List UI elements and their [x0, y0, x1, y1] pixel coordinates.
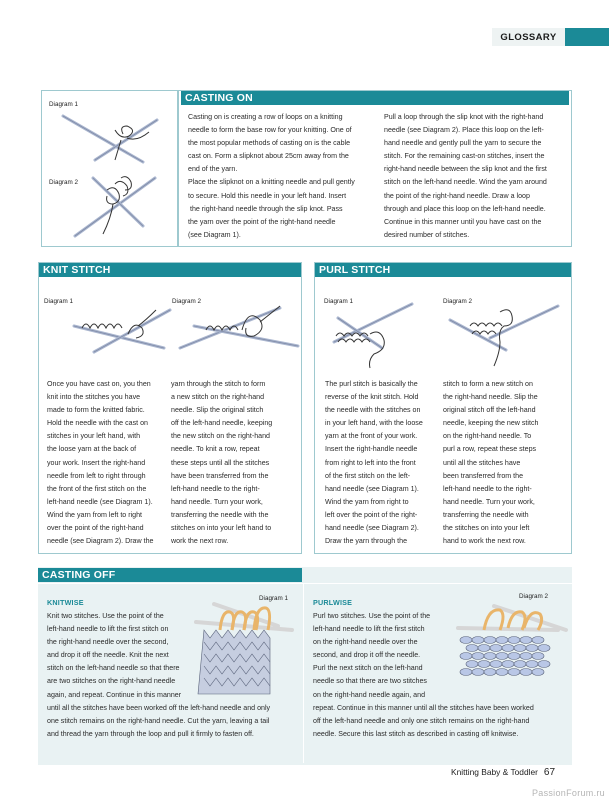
text-line: work the next row. — [171, 537, 229, 546]
text-line: the point of the right-hand needle. Draw a loop — [384, 191, 530, 200]
knitwise-heading: KNITWISE — [47, 598, 84, 607]
text-line: hand needle. Turn your work, — [171, 497, 263, 506]
text-line: hand to work the next row. — [443, 537, 526, 546]
purl-diagram-1 — [318, 298, 438, 368]
text-line: hand needle. Turn your work, — [443, 497, 535, 506]
text-line: on the right-hand needle over the — [313, 638, 418, 647]
text-line: your work. Insert the right-hand — [47, 458, 146, 467]
text-line: Pull a loop through the slip knot with the right-hand — [384, 113, 544, 121]
text-line: the needle with the stitches on — [325, 406, 421, 415]
purlwise-text — [313, 610, 571, 741]
text-line: needle (see Diagram 2). Place this loop on the left- — [384, 126, 544, 135]
text-line: over the point of the right-hand — [47, 524, 144, 533]
text-line: repeat. Continue in this manner until all the stitches have been worked — [313, 703, 534, 712]
text-line: the right-hand needle through the slip knot. Pass — [188, 204, 343, 213]
text-line: left-hand needle to the right- — [171, 484, 260, 493]
text-line: on the right-hand needle again, and — [313, 690, 426, 699]
text-line: the loose yarn at the back of — [47, 445, 137, 454]
knit-diagram-1 — [42, 300, 172, 360]
page-number: 67 — [543, 767, 556, 778]
purl-stitch-col2 — [443, 378, 569, 548]
text-line: hand needle (see Diagram 1). — [325, 484, 419, 493]
purl-stitch-col1 — [325, 378, 445, 548]
text-line: needle, keeping the new stitch — [443, 419, 539, 428]
text-line: (see Diagram 1). — [188, 230, 241, 239]
text-line: stitches in your left hand, with — [47, 432, 141, 441]
text-line: again, and repeat. Continue in this manner — [47, 690, 182, 699]
text-line: left-hand needle (see Diagram 1). — [47, 497, 153, 506]
text-line: the right-hand needle. Slip the — [443, 393, 538, 402]
text-line: needle. Secure this last stitch as described in casting off knitwise. — [313, 729, 519, 738]
text-line: Insert the right-handle needle — [325, 445, 418, 454]
text-line: reverse of the knit stitch. Hold — [325, 393, 419, 402]
text-line: left-hand needle to lift the first stitch — [313, 625, 425, 634]
text-line: The purl stitch is basically the — [325, 380, 418, 388]
text-line: one stitch remains on the right-hand needle. Cut the yarn, leaving a tail — [47, 716, 270, 725]
text-line: Hold the needle with the cast on — [47, 419, 148, 428]
text-line: hand needle and gently pull the yarn to secure the — [384, 139, 542, 148]
text-line: the front of the first stitch on the — [47, 484, 147, 493]
text-line: Wind the yarn from right to — [325, 497, 409, 506]
text-line: stitches on into your left hand to — [171, 524, 272, 533]
text-line: left-hand needle to the right- — [443, 484, 532, 493]
casting-on-col1 — [188, 111, 378, 242]
knit-diagram-1-label: Diagram 1 — [44, 298, 74, 305]
text-line: from right to left into the front — [325, 458, 416, 467]
casting-on-diagram-2-label: Diagram 2 — [49, 179, 79, 186]
knitwise-text — [47, 610, 303, 741]
text-line: have been transferred from the — [171, 471, 269, 480]
text-line: Once you have cast on, you then — [47, 380, 151, 388]
text-line: needle (see Diagram 2). Draw the — [47, 537, 154, 546]
casting-on-diagram-2 — [45, 170, 175, 240]
text-line: stitch on the left-hand needle so that there — [47, 664, 180, 673]
text-line: purl a row, repeat these steps — [443, 445, 537, 454]
text-line: desired number of stitches. — [384, 230, 470, 239]
text-line: and drop it off the needle. Knit the next — [47, 651, 169, 660]
casting-off-title: CASTING OFF — [38, 568, 302, 582]
text-line: stitch on the left-hand needle. Wind the yarn around — [384, 178, 547, 187]
text-line: off the left-hand needle and only one stitch remains on the right-hand — [313, 716, 530, 725]
casting-on-diagram-1-label: Diagram 1 — [49, 101, 79, 108]
text-line: original stitch off the left-hand — [443, 406, 536, 415]
text-line: hand needle (see Diagram 2). — [325, 524, 419, 533]
text-line: left over the point of the right- — [325, 510, 418, 519]
casting-on-diagram-1 — [45, 110, 175, 170]
section-tab: GLOSSARY — [492, 28, 565, 46]
text-line: until all the stitches have — [443, 458, 521, 467]
text-line: through and place this loop on the left-hand needle. — [384, 204, 546, 213]
text-line: stitch to form a new stitch on — [443, 380, 533, 388]
watermark: PassionForum.ru — [531, 788, 605, 798]
knitwise-diagram-label: Diagram 1 — [259, 595, 289, 602]
knit-stitch-col2 — [171, 378, 297, 548]
text-line: right-hand needle between the slip knot and the first — [384, 165, 547, 174]
text-line: to secure. Hold this needle in your left hand. Insert — [188, 191, 347, 200]
text-line: needle from left to right through — [47, 471, 146, 480]
section-tab-accent — [565, 28, 609, 46]
text-line: Place the slipknot on a knitting needle and pull gently — [188, 178, 355, 187]
text-line: the new stitch on the right-hand — [171, 432, 270, 441]
text-line: until all the stitches have been worked off the left-hand needle and only — [47, 703, 271, 712]
text-line: Purl two stitches. Use the point of the — [313, 612, 431, 620]
text-line: Draw the yarn through the — [325, 537, 408, 546]
text-line: needle. Slip the original stitch — [171, 406, 264, 415]
casting-off-divider — [303, 583, 304, 763]
text-line: transferring the needle with the — [171, 510, 269, 519]
text-line: yarn at the front of your work. — [325, 432, 418, 441]
text-line: off the left-hand needle, keeping — [171, 419, 273, 428]
purl-stitch-title: PURL STITCH — [315, 263, 571, 277]
text-line: Casting on is creating a row of loops on a knitting — [188, 113, 343, 121]
text-line: on the right-hand needle. To — [443, 432, 532, 441]
purl-diagram-2 — [440, 298, 570, 368]
text-line: the yarn over the point of the right-hand needle — [188, 217, 336, 226]
text-line: second, and drop it off the needle. — [313, 651, 421, 660]
casting-off-rule — [38, 583, 572, 584]
text-line: needle. To knit a row, repeat — [171, 445, 260, 454]
text-line: cast on. Form a slipknot about 25cm away from the — [188, 152, 349, 161]
text-line: a new stitch on the right-hand — [171, 393, 265, 402]
text-line: stitch. For the remaining cast-on stitches, insert the — [384, 152, 545, 161]
knit-stitch-title: KNIT STITCH — [39, 263, 301, 277]
text-line: needle so that there are two stitches — [313, 677, 427, 686]
text-line: these steps until all the stitches — [171, 458, 270, 467]
text-line: Knit two stitches. Use the point of the — [47, 612, 164, 620]
purlwise-heading: PURLWISE — [313, 598, 353, 607]
page-footer — [451, 767, 555, 778]
text-line: and thread the yarn through the loop and pull it firmly to fasten off. — [47, 729, 254, 738]
text-line: been transferred from the — [443, 471, 524, 480]
text-line: made to form the knitted fabric. — [47, 406, 145, 415]
text-line: Continue in this manner until you have cast on the — [384, 217, 542, 226]
purl-diagram-1-label: Diagram 1 — [324, 298, 354, 305]
publication-title: Knitting Baby & Toddler — [451, 767, 538, 777]
text-line: the right-hand needle over the second, — [47, 638, 169, 647]
text-line: knit into the stitches you have — [47, 393, 141, 402]
text-line: of the first stitch on the left- — [325, 471, 411, 480]
text-line: are two stitches on the right-hand needle — [47, 677, 176, 686]
text-line: in your left hand, with the loose — [325, 419, 423, 428]
text-line: Wind the yarn from left to right — [47, 510, 143, 519]
purl-diagram-2-label: Diagram 2 — [443, 298, 473, 305]
casting-on-col2 — [384, 111, 570, 242]
text-line: transferring the needle with — [443, 510, 529, 519]
text-line: left-hand needle to lift the first stitch on — [47, 625, 169, 634]
knit-stitch-col1 — [47, 378, 167, 548]
text-line: the most popular methods of casting on is the cable — [188, 139, 351, 148]
casting-on-title: CASTING ON — [181, 91, 569, 105]
knit-diagram-2-label: Diagram 2 — [172, 298, 202, 305]
knit-diagram-2 — [172, 300, 302, 360]
text-line: needle to form the base row for your knitting. One of — [188, 126, 352, 135]
text-line: the stitches on into your left — [443, 524, 530, 533]
text-line: end of the yarn. — [188, 165, 238, 174]
text-line: Purl the next stitch on the left-hand — [313, 664, 423, 673]
text-line: yarn through the stitch to form — [171, 380, 266, 388]
purlwise-diagram-label: Diagram 2 — [519, 593, 549, 600]
